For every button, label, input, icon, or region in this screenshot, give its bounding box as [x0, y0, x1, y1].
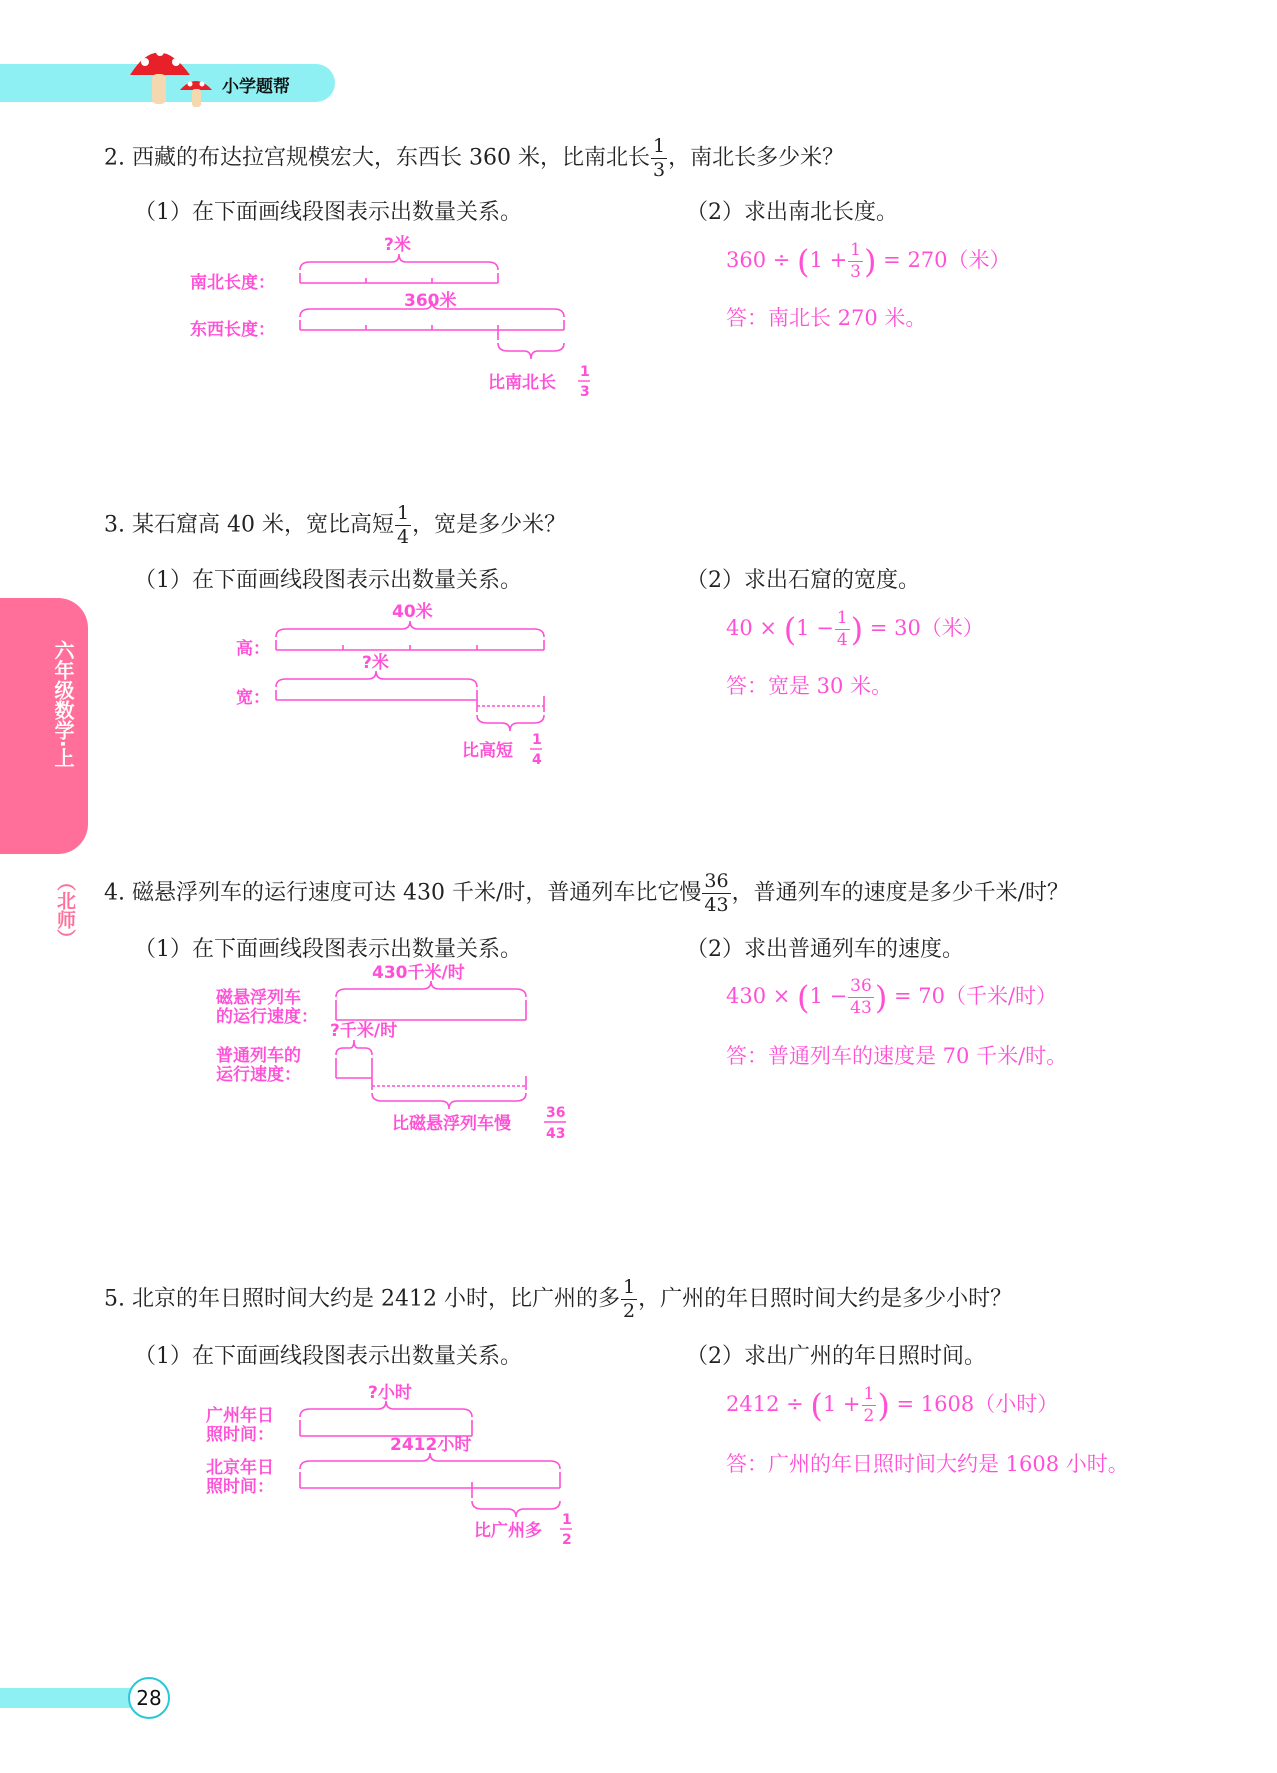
- brand-title: 小学题帮: [222, 77, 290, 97]
- p3-segment-height: [276, 621, 544, 650]
- p5-top-label: ?小时: [368, 1383, 412, 1403]
- p2-segment-east-west: [300, 301, 564, 359]
- p4-top-label: 430千米/时: [372, 963, 465, 983]
- problem-4-calc: 430 × (1 − $\frac{36}{43}$ ) = 70（千米/时）: [726, 976, 1058, 1018]
- problem-5-calc: 2412 ÷ (1 + $\frac{1}{2}$ ) = 1608（小时）: [726, 1384, 1059, 1426]
- problem-5-part1: （1）在下面画线段图表示出数量关系。: [134, 1344, 522, 1369]
- problem-2-part1: （1）在下面画线段图表示出数量关系。: [134, 200, 522, 225]
- p2-note-n: 1: [580, 364, 590, 380]
- p4-segment-maglev: [336, 981, 526, 1020]
- p5-note-n: 1: [562, 1512, 572, 1528]
- p2-mid-label: 360米: [404, 291, 457, 311]
- p2-note: 比南北长: [488, 373, 556, 393]
- problem-5-stem: 5. 北京的年日照时间大约是 2412 小时，比广州的多 $\frac{1}{2}$ ，广州的年日照时间大约是多少小时？: [104, 1276, 1013, 1322]
- p5-row1-label-b: 照时间：: [206, 1425, 274, 1445]
- p3-mid-label: ?米: [362, 653, 389, 673]
- problem-2-calc: 360 ÷ (1 + $\frac{1}{3}$ ) = 270（米）: [726, 240, 1011, 282]
- p5-note: 比广州多: [474, 1521, 542, 1541]
- p5-row1-label-a: 广州年日: [206, 1406, 274, 1426]
- problem-3-calc: 40 × (1 − $\frac{1}{4}$ ) = 30（米）: [726, 608, 984, 650]
- p3-row1-label: 高：: [236, 639, 270, 659]
- p3-segment-width: [276, 671, 544, 731]
- problem-3-stem: 3. 某石窟高 40 米，宽比高短 $\frac{1}{4}$ ，宽是多少米？: [104, 502, 567, 548]
- p4-segment-normal: [336, 1040, 526, 1109]
- problem-4-stem: 4. 磁悬浮列车的运行速度可达 430 千米/时，普通列车比它慢 $\frac{36}{43}$ ，普通列车的速度是多少千米/时？: [104, 870, 1070, 916]
- side-tab-label: 六年级数学·上: [51, 640, 75, 768]
- problem-2-stem: 2. 西藏的布达拉宫规模宏大，东西长 360 米，比南北长 $\frac{1}{3}$ ，南北长多少米？: [104, 135, 845, 181]
- p4-row1-label-b: 的运行速度：: [216, 1007, 318, 1027]
- p5-segment-guangzhou: [300, 1401, 472, 1436]
- p4-note-n: 36: [546, 1105, 566, 1121]
- p2-top-label: ?米: [384, 235, 411, 255]
- p5-note-d: 2: [562, 1532, 572, 1548]
- p2-segment-north-south: [300, 254, 498, 283]
- p2-note-d: 3: [580, 384, 590, 400]
- problem-4-answer: 答：普通列车的速度是 70 千米/时。: [726, 1044, 1068, 1068]
- mushroom-logo-icon: [0, 0, 230, 120]
- page-number: 28: [128, 1677, 170, 1719]
- problem-2-part2: （2）求出南北长度。: [686, 200, 898, 225]
- problem-4-part2: （2）求出普通列车的速度。: [686, 937, 964, 962]
- p4-row1-label-a: 磁悬浮列车: [216, 988, 301, 1008]
- side-edition-label: （北师）: [54, 872, 76, 948]
- problem-3-part1: （1）在下面画线段图表示出数量关系。: [134, 568, 522, 593]
- p3-top-label: 40米: [392, 602, 433, 622]
- p5-mid-label: 2412小时: [390, 1435, 472, 1455]
- p2-row1-label: 南北长度：: [190, 273, 275, 293]
- p5-row2-label-b: 照时间：: [206, 1477, 274, 1497]
- p5-row2-label-a: 北京年日: [206, 1458, 274, 1478]
- p5-segment-beijing: [300, 1453, 560, 1517]
- p3-note-n: 1: [532, 732, 542, 748]
- problem-3-part2: （2）求出石窟的宽度。: [686, 568, 920, 593]
- p4-note-d: 43: [546, 1126, 566, 1142]
- problem-4-part1: （1）在下面画线段图表示出数量关系。: [134, 937, 522, 962]
- p3-row2-label: 宽：: [236, 688, 270, 708]
- problem-2-answer: 答：南北长 270 米。: [726, 306, 927, 330]
- p2-row2-label: 东西长度：: [190, 320, 275, 340]
- p4-mid-label: ?千米/时: [330, 1021, 398, 1041]
- problem-3-answer: 答：宽是 30 米。: [726, 674, 893, 698]
- p3-note-d: 4: [532, 752, 542, 768]
- problem-5-part2: （2）求出广州的年日照时间。: [686, 1344, 986, 1369]
- p4-note: 比磁悬浮列车慢: [392, 1114, 511, 1134]
- problem-5-answer: 答：广州的年日照时间大约是 1608 小时。: [726, 1452, 1129, 1476]
- p4-row2-label-b: 运行速度：: [216, 1065, 301, 1085]
- p3-note: 比高短: [462, 741, 513, 761]
- p4-row2-label-a: 普通列车的: [216, 1046, 301, 1066]
